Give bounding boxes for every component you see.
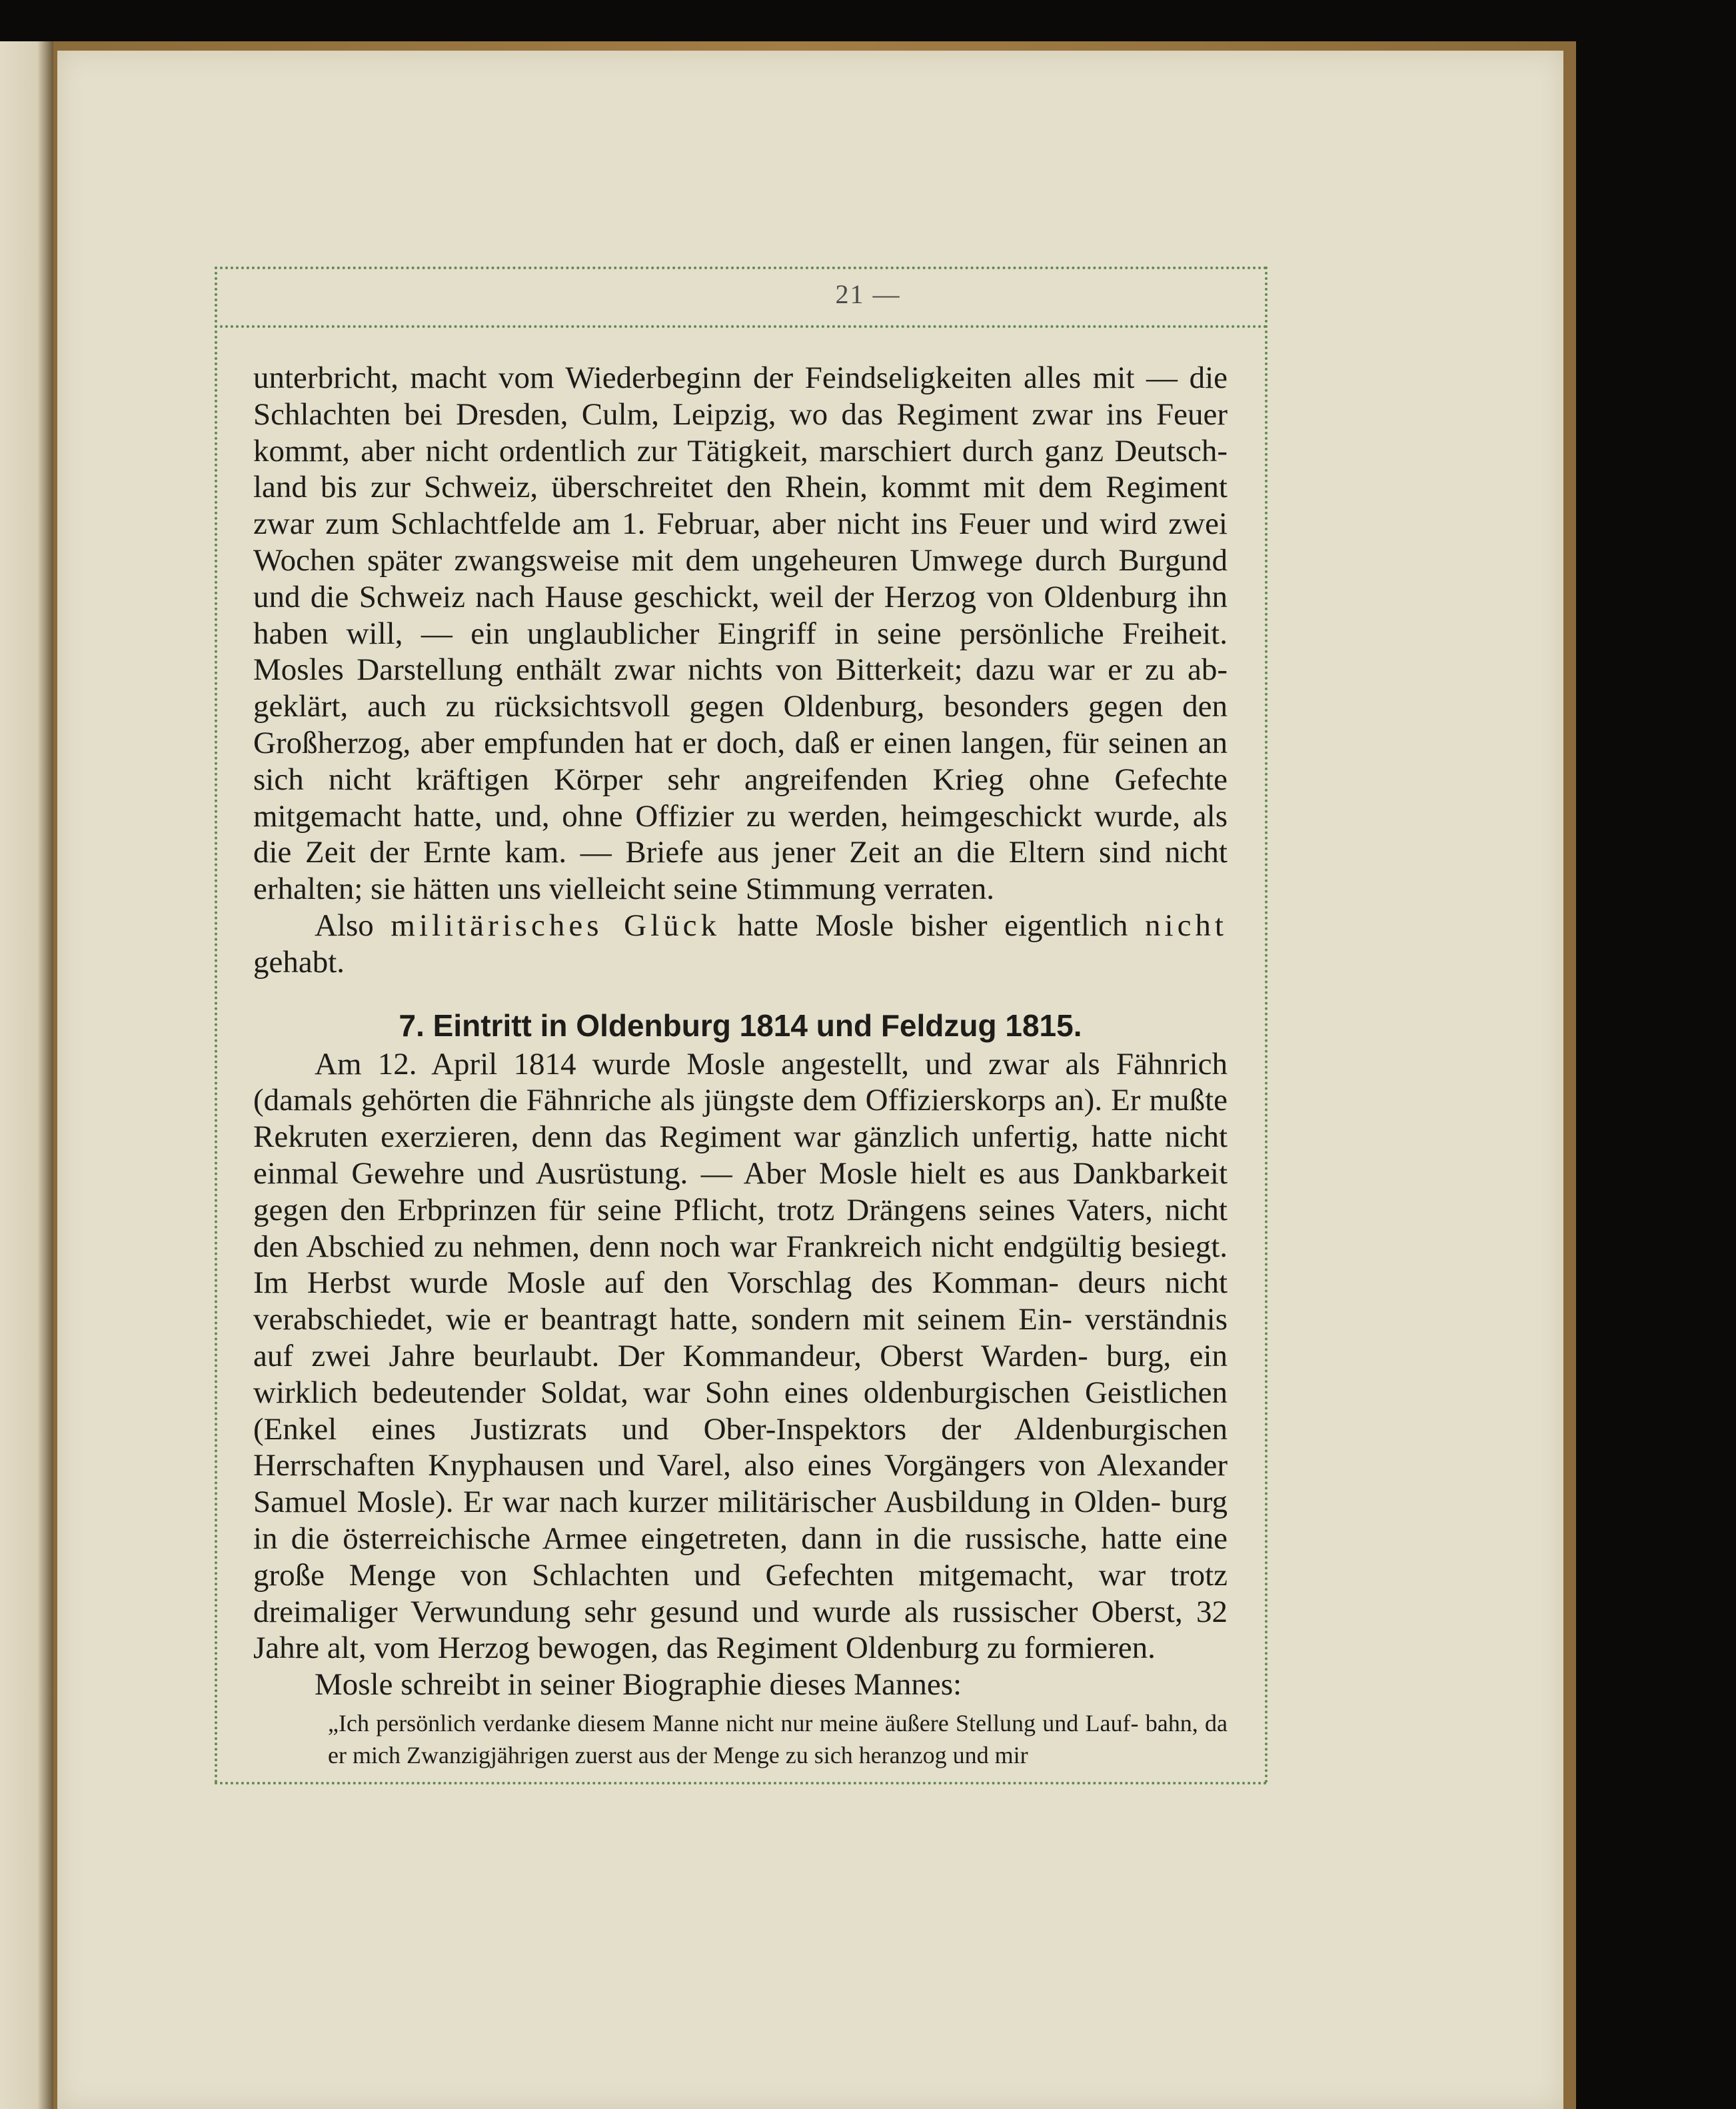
paragraph-continuation — [253, 360, 1228, 908]
text-line: Vaters, nicht den Abschied zu nehmen, denn noch war Frankreich nicht — [253, 1192, 1228, 1264]
text-line: 32 Jahre alt, vom Herzog bewogen, das Regiment Oldenburg zu formieren. — [253, 1594, 1228, 1666]
text-line: erhalten; sie hätten uns vielleicht seine Stimmung verraten. — [253, 872, 995, 907]
text-line: land bis zur Schweiz, überschreitet den Rhein, kommt mit dem Regiment — [253, 470, 1228, 505]
text-line: mitgemacht hatte, und, ohne Offizier zu werden, heimgeschickt wurde, als — [253, 798, 1228, 834]
text-line: (damals gehörten die Fähnriche als jüngste dem Offizierskorps an). Er — [253, 1083, 1141, 1118]
page-number: 21 — — [835, 279, 901, 309]
text-line: Wochen später zwangsweise mit dem ungeheuren Umwege durch Burgund — [253, 542, 1228, 578]
text-line: Herrschaften Knyphausen und Varel, also eines Vorgängers von Alexander — [253, 1448, 1228, 1483]
text-line: Dankbarkeit gegen den Erbprinzen für seine Pflicht, trotz Drängens seines — [253, 1155, 1228, 1227]
text-line: Mosles Darstellung enthält zwar nichts von Bitterkeit; dazu war er zu ab- — [253, 652, 1228, 688]
paragraph-military-luck — [253, 908, 1228, 981]
text-line: die Zeit der Ernte kam. — Briefe aus jener Zeit an die Eltern sind nicht — [253, 835, 1228, 870]
paragraph-biography-intro: Mosle schreibt in seiner Biographie dieses Mannes: — [315, 1667, 962, 1703]
text-line: mußte Rekruten exerzieren, denn das Regiment war gänzlich unfertig, — [253, 1083, 1228, 1155]
header-rule — [215, 325, 1268, 328]
text-run: hatte Mosle bisher eigentlich — [720, 908, 1146, 943]
text-line: zwar zum Schlachtfelde am 1. Februar, aber nicht ins Feuer und wird zwei — [253, 506, 1228, 542]
quote-line: bahn, da er mich Zwanzigjährigen zuerst aus der Menge zu sich heranzog und mir — [328, 1709, 1228, 1768]
text-line: Am 12. April 1814 wurde Mosle angestellt, und zwar als Fähnrich — [315, 1046, 1228, 1081]
text-line: Großherzog, aber empfunden hat er doch, daß er einen langen, für seinen — [253, 725, 1189, 760]
text-line: verständnis auf zwei Jahre beurlaubt. Der Kommandeur, Oberst Warden- — [253, 1302, 1228, 1373]
text-line: geklärt, auch zu rücksichtsvoll gegen Oldenburg, besonders gegen den — [253, 689, 1228, 724]
text-line: hatte nicht einmal Gewehre und Ausrüstung. — Aber Mosle hielt es aus — [253, 1119, 1228, 1191]
text-line: burg in die österreichische Armee eingetreten, dann in die russische, hatte — [253, 1485, 1228, 1556]
text-line: an sich nicht kräftigen Körper sehr angreifenden Krieg ohne Gefechte — [253, 725, 1228, 797]
book-binding — [0, 41, 53, 2109]
text-line: Schlachten bei Dresden, Culm, Leipzig, wo das Regiment zwar ins Feuer — [253, 396, 1228, 432]
block-quote — [253, 1707, 1228, 1771]
body-text — [253, 360, 1228, 1771]
text-line: burg, ein wirklich bedeutender Soldat, war Sohn eines oldenburgischen — [253, 1338, 1228, 1410]
text-line: kommt, aber nicht ordentlich zur Tätigkeit, marschiert durch ganz Deutsch- — [253, 433, 1228, 468]
text-line: dreimaliger Verwundung sehr gesund und wurde als russischer Oberst, — [253, 1594, 1183, 1629]
text-line: deurs nicht verabschiedet, wie er beantragt hatte, sondern mit seinem Ein- — [253, 1265, 1228, 1337]
text-line: ihn haben will, — ein unglaublicher Eingriff in seine persönliche Freiheit. — [253, 579, 1228, 651]
text-run: Also — [315, 908, 391, 943]
paragraph-oldenburg-entry — [253, 1046, 1228, 1667]
text-line: unterbricht, macht vom Wiederbeginn der Feindseligkeiten alles mit — die — [253, 360, 1228, 395]
text-run: gehabt. — [253, 944, 345, 980]
text-line: und die Schweiz nach Hause geschickt, weil der Herzog von Oldenburg — [253, 579, 1178, 614]
text-line: Geistlichen (Enkel eines Justizrats und Ober-Inspektors der Aldenburgischen — [253, 1375, 1228, 1447]
section-heading: 7. Eintritt in Oldenburg 1814 und Feldzug 1815. — [399, 1008, 1082, 1043]
text-line: Samuel Mosle). Er war nach kurzer militärischer Ausbildung in Olden- — [253, 1485, 1162, 1520]
emphasis-spaced: militärisches Glück — [391, 908, 721, 943]
emphasis-spaced: nicht — [1145, 908, 1228, 943]
text-line: eine große Menge von Schlachten und Gefechten mitgemacht, war trotz — [253, 1521, 1228, 1593]
text-line: endgültig besiegt. Im Herbst wurde Mosle auf den Vorschlag des Komman- — [253, 1229, 1228, 1301]
quote-line: „Ich persönlich verdanke diesem Manne nicht nur meine äußere Stellung und Lauf- — [328, 1709, 1139, 1737]
